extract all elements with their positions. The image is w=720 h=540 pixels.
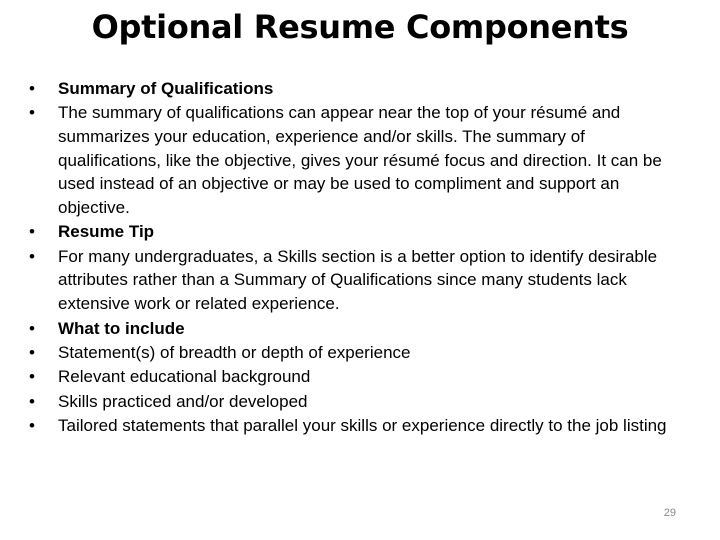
bullet-text: Summary of Qualifications [58, 79, 274, 98]
bullet-resume-tip-heading [29, 220, 689, 244]
bullet-text: Tailored statements that parallel your skills or experience directly to the job listing [58, 416, 667, 436]
bullet-dot-icon: • [29, 391, 35, 411]
bullet-dot-icon: • [29, 318, 35, 338]
bullet-list [29, 77, 689, 439]
bullet-dot-icon: • [29, 367, 35, 387]
bullet-education [29, 365, 689, 389]
bullet-summary-heading [29, 77, 689, 101]
bullet-text: Relevant educational background [58, 367, 311, 387]
bullet-text: For many undergraduates, a Skills section is a better option to identify desirable attributes rather than a Summary of Qualifications since many students lack extensive work or related experience. [58, 246, 658, 314]
bullet-breadth-depth [29, 341, 689, 365]
bullet-dot-icon: • [29, 416, 35, 436]
bullet-text: Resume Tip [58, 222, 155, 242]
bullet-text: What to include [58, 318, 185, 338]
bullet-dot-icon: • [29, 246, 35, 266]
bullet-text: Skills practiced and/or developed [58, 391, 308, 411]
bullet-tailored-statements [29, 414, 689, 438]
slide-title: Optional Resume Components [91, 8, 629, 46]
bullet-skills [29, 390, 689, 414]
bullet-dot-icon: • [29, 103, 35, 123]
bullet-text: The summary of qualifications can appear near the top of your résumé and summarizes your education, experience and/or skills. The summary of qualifications, like the objective, gives your résumé focus and direction. It can be used instead of an objective or may be used to compliment and support an objective. [58, 103, 662, 217]
bullet-text: Statement(s) of breadth or depth of experience [58, 342, 411, 362]
bullet-dot-icon: • [29, 222, 35, 242]
page-number: 29 [663, 507, 676, 519]
bullet-summary-description [29, 101, 689, 219]
bullet-dot-icon: • [29, 342, 35, 362]
bullet-dot-icon: • [29, 79, 35, 98]
bullet-what-to-include-heading [29, 317, 689, 341]
bullet-resume-tip-description [29, 245, 689, 316]
